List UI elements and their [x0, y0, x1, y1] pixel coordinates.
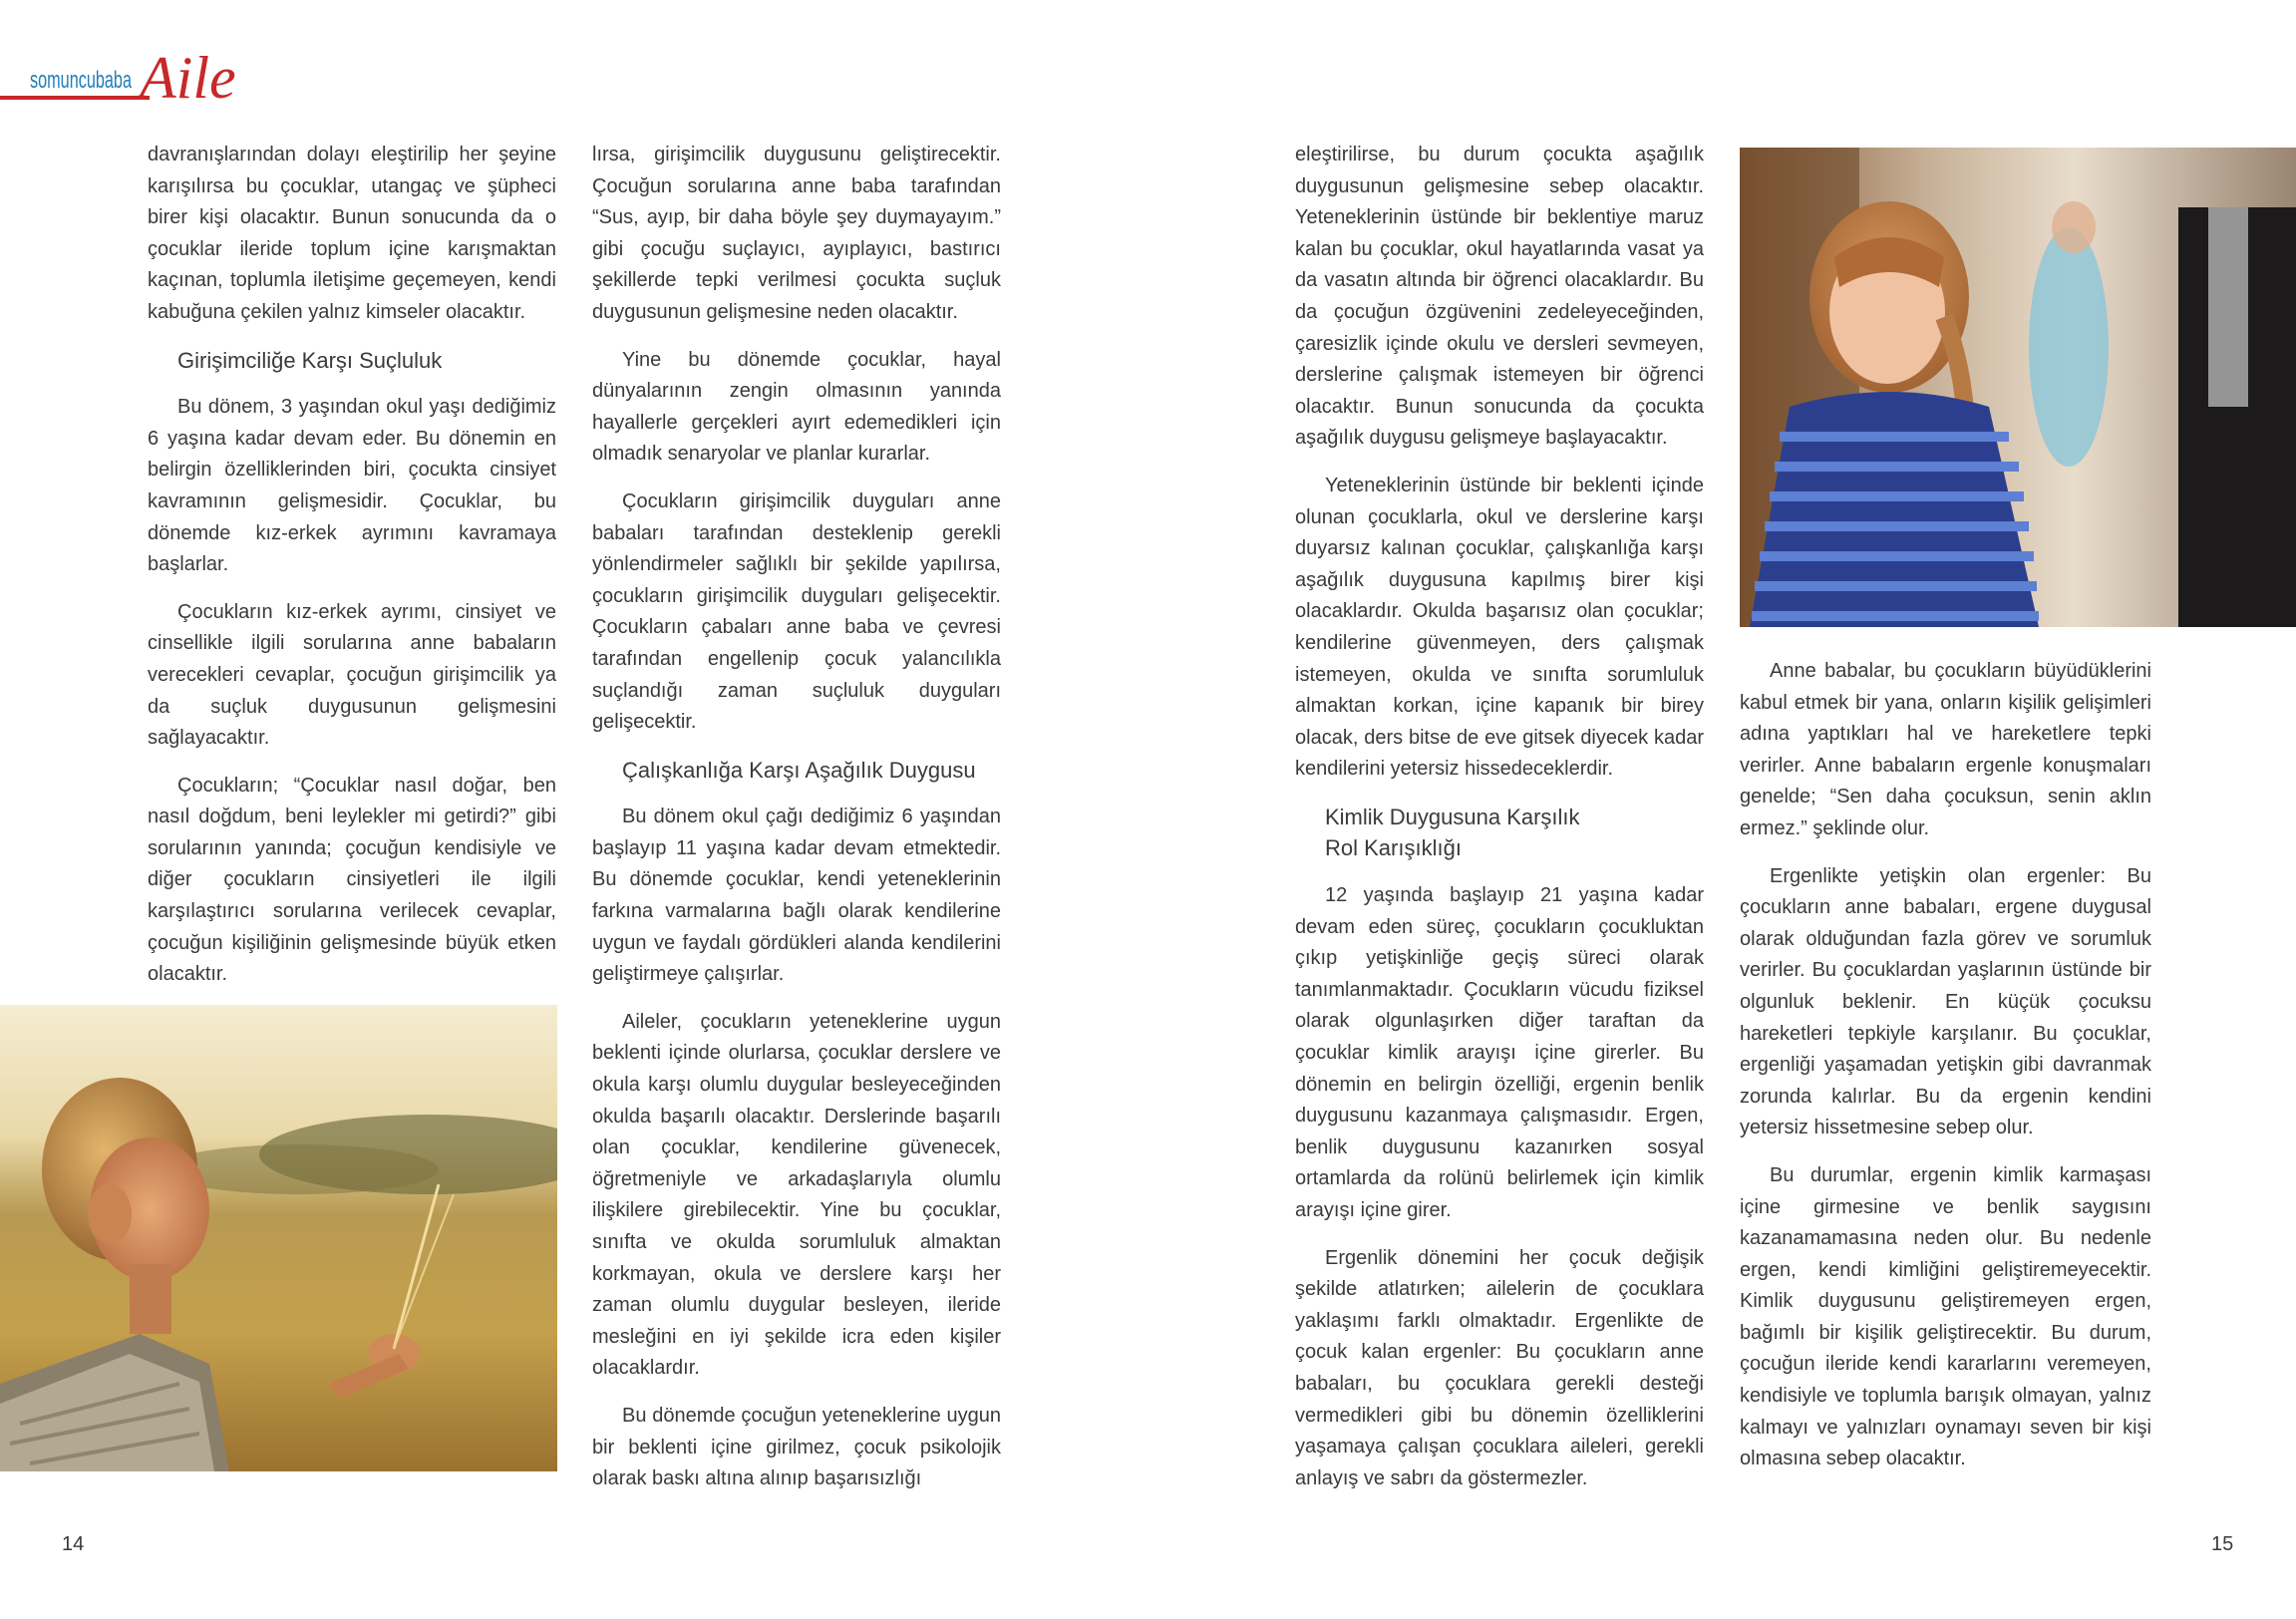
page-number-left: 14: [62, 1533, 85, 1555]
logo-prefix: somuncubaba: [30, 67, 133, 94]
paragraph: Ergenlikte yetişkin olan ergenler: Bu çocukların anne babaları, ergene duygusal olarak olduğundan fazla görev ve sorumluk verirler. Bu çocuklardan yaşlarının üstünde bir olgunluk beklenir. En küçük çocuksu hareketleri tepkiyle karşılanır. Bu çocuklar, ergenliği yaşamadan yetişkin gibi davranmak zorunda kalırlar. Bu da ergenin kendini yetersiz hissetmesine sebep olur.: [1740, 864, 2151, 1139]
girl-photo: [1740, 148, 2296, 627]
paragraph: Çocukların girişimcilik duyguları anne babaları tarafından desteklenip gerekli yönlendirmeler sağlıklı bir şekilde yapılırsa, çocukların girişimcilik duyguları gelişecektir. Çocukların çabaları anne baba ve çevresi tarafından engellenip çocuk yalancılıkla suçlandığı zaman suçluluk duyguları gelişecektir.: [592, 489, 1001, 734]
paragraph: Bu durumlar, ergenin kimlik karmaşası içine girmesine ve benlik saygısını kazanamamasına neden olur. Bu nedenle ergen, kendi kimliğini geliştiremeyecektir. Kimlik duygusunu geliştiremeyen ergen, bağımlı bir kişilik geliştirecektir. Bu durum, çocuğun ileride kendi kararlarını veremeyen, kendisiyle ve toplumla barışık olmayan, yalnız kalmayı ve yalnızları oynamayı seven bir kişi olmasına sebep olacaktır.: [1740, 1163, 2151, 1470]
paragraph: Anne babalar, bu çocukların büyüdüklerini kabul etmek bir yana, onların kişilik gelişimleri adına yaptıkları hal ve hareketlere tepki verirler. Anne babaların ergenle konuşmaları genelde; “Sen daha çocuksun, senin aklın ermez.” şeklinde olur.: [1740, 660, 2151, 839]
paragraph: 12 yaşında başlayıp 21 yaşına kadar devam eden süreç, çocukların çocukluktan çıkıp yetişkinliğe geçiş süreci olarak tanımlanmaktadır. Çocukların vücudu fiziksel olarak olgunlaşırken diğer taraftan da çocuklar kimlik arayışı içine girerler. Bu dönemin en belirgin özelliği, ergenin benlik duygusunu kazanmaya çalışmasıdır. Ergen, benlik duygusunu kazanırken sosyal ortamlarda da rolünü belirlemek için kimlik arayışı içine girer.: [1295, 884, 1704, 1221]
heading-line: Rol Karışıklığı: [1325, 835, 1462, 861]
section-heading: Girişimciliğe Karşı Suçluluk: [177, 347, 443, 373]
boy-photo: [0, 1005, 557, 1471]
paragraph: davranışlarından dolayı eleştirilip her şeyine karışılırsa bu çocuklar, utangaç ve şüpheci birer kişi olacaktır. Bunun sonucunda da o çocuklar ileride toplum içine karışmaktan kaçınan, toplumla iletişime geçemeyen, kendi kabuğuna çekilen yalnız kimseler olacaktır.: [148, 144, 556, 323]
paragraph: eleştirilirse, bu durum çocukta aşağılık duygusunun gelişmesine sebep olacaktır. Yeteneklerinin üstünde bir beklentiye maruz kalan bu çocuklar, okul hayatlarında vasat ya da vasatın altında bir öğrenci olacaklardır. Bu da çocuğun özgüvenini zedeleyeceğinden, çaresizlik içinde okulu ve dersleri sevmeyen, derslerine çalışmak istemeyen bir öğrenci olacaktır. Bunun sonucunda da çocukta aşağılık duygusu gelişmeye başlayacaktır.: [1295, 144, 1704, 450]
page-number-right: 15: [2211, 1533, 2234, 1555]
magazine-logo: [0, 46, 259, 114]
paragraph: Yeteneklerinin üstünde bir beklenti içinde olunan çocuklarla, okul ve derslerine karşı duyarsız kalınan çocuklar, çalışkanlığa karşı aşağılık duygusuna kapılmış birer kişi olacaklardır. Okulda başarısız olan çocuklar; kendilerine güvenmeyen, ders çalışmak istemeyen, okulda ve sınıfta sorumluluk almaktan korkan, içine kapanık bir birey olacak, ders bitse de eve gitsek diyecek kadar kendilerini yetersiz hissedeceklerdir.: [1295, 474, 1704, 781]
paragraph: Ergenlik dönemini her çocuk değişik şekilde atlatırken; ailelerin de çocuklara yaklaşımı farklı olmaktadır. Ergenlikte de çocuk kalan ergenler: Bu çocukların anne babaları, bu çocuklara gerekli desteği vermedikleri gibi bu dönemin özelliklerini yaşamaya çalışan çocuklara aileleri, gerekli anlayış ve sabrı da göstermezler.: [1295, 1246, 1704, 1489]
paragraph: Çocukların kız-erkek ayrımı, cinsiyet ve cinsellikle ilgili sorularına anne babaların verecekleri cevaplar, çocuğun girişimcilik ya da suçluk duygusunun gelişmesini sağlayacaktır.: [148, 600, 556, 750]
section-heading: Çalışkanlığa Karşı Aşağılık Duygusu: [622, 757, 976, 783]
text-column-1: [148, 140, 556, 1086]
logo-name: Aile: [140, 46, 236, 111]
paragraph: Bu dönem, 3 yaşından okul yaşı dediğimiz 6 yaşına kadar devam eder. Bu dönemin en belirgin özelliklerinden biri, çocukta cinsiyet kavramının gelişmesidir. Çocuklar, bu dönemde kız-erkek ayrımını kavramaya başlarlar.: [148, 396, 556, 576]
paragraph: lırsa, girişimcilik duygusunu geliştirecektir. Çocuğun sorularına anne baba tarafından “Sus, ayıp, bir daha böyle şey duymayayım.” gibi çocuğu suçlayıcı, ayıplayıcı, bastırıcı şekillerde tepki verilmesi çocukta suçluk duygusunun gelişmesine neden olacaktır.: [592, 144, 1001, 323]
text-column-2: [592, 140, 1001, 1511]
paragraph: Yine bu dönemde çocuklar, hayal dünyalarının zengin olmasının yanında hayallerle gerçekleri ayırt edemedikleri için olmadık senaryolar ve planlar kurarlar.: [592, 348, 1001, 466]
paragraph: Bu dönemde çocuğun yeteneklerine uygun bir beklenti içine girilmez, çocuk psikolojik olarak baskı altına alınıp başarısızlığı: [592, 1404, 1001, 1490]
heading-line: Kimlik Duygusuna Karşılık: [1325, 804, 1580, 829]
paragraph: Bu dönem okul çağı dediğimiz 6 yaşından başlayıp 11 yaşına kadar devam etmektedir. Bu dönemde çocuklar, kendi yeteneklerinin farkına varmalarına bağlı olarak kendilerine uygun ve faydalı gördükleri alanda kendilerini geliştirmeye çalışırlar.: [592, 806, 1001, 986]
paragraph: Çocukların; “Çocuklar nasıl doğar, ben nasıl doğdum, beni leylekler mi getirdi?” gibi sorularının yanında; çocuğun kendisiyle ve diğer çocukların cinsiyetleri ile ilgili karşılaştırıcı sorularına verilecek cevaplar, çocuğun kişiliğinin gelişmesinde büyük etken olacaktır.: [148, 774, 556, 986]
section-heading: [1325, 802, 1704, 864]
paragraph: Aileler, çocukların yeteneklerine uygun beklenti içinde olurlarsa, çocuklar derslere ve okula karşı olumlu duygular besleyeceğinden okulda başarılı olacaktır. Derslerinde başarılı olan çocuklar, kendilerine güvenecek, öğretmeniyle ve arkadaşlarıyla olumlu ilişkilere girebilecektir. Yine bu çocuklar, sınıfta ve okulda sorumluluk almaktan korkmayan, okula ve derslere karşı her zaman olumlu duygular besleyen, ileride mesleğini en iyi şekilde icra eden kişiler olacaklardır.: [592, 1010, 1001, 1380]
text-column-3: [1295, 140, 1704, 1510]
text-column-4: [1740, 656, 2151, 1491]
